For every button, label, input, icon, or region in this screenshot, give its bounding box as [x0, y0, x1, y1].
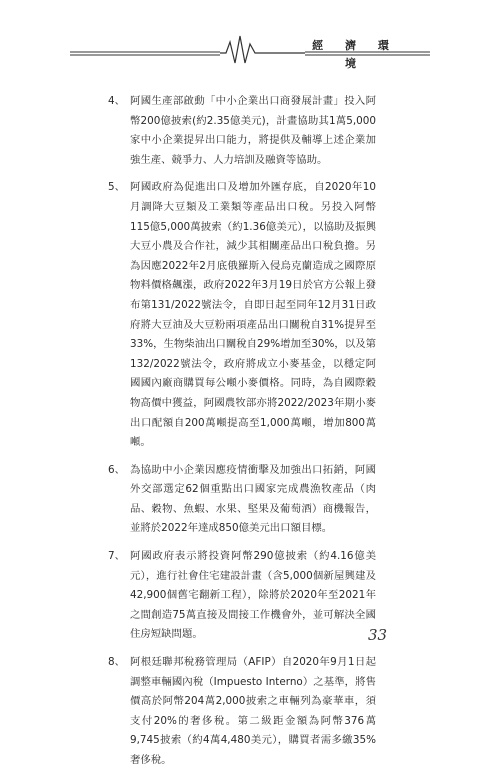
list-item-text: 阿根廷聯邦稅務管理局（AFIP）自2020年9月1日起調整車輛國內稅（Impuesto Interno）之基準，將售價高於阿幣204萬2,000披索之車輛列為豪華車，須支付20%的奢侈稅。第二級距金額為阿幣376萬9,745披索（約4萬4,480美元），購買者需多繳35%奢侈稅。 [130, 656, 376, 766]
list-item-number: 7、 [108, 550, 126, 563]
list-item-number: 5、 [108, 181, 126, 194]
list-item [108, 547, 376, 645]
list-item [108, 92, 376, 170]
article-body [108, 92, 376, 779]
section-title: 經 濟 環 境 [312, 39, 398, 70]
list-item [108, 461, 376, 539]
list-item-number: 6、 [108, 463, 126, 476]
list-item-number: 4、 [108, 95, 126, 107]
list-item-text: 阿國生產部啟動「中小企業出口商發展計畫」投入阿幣200億披索(約2.35億美元)，計畫協助其1萬5,000家中小企業提昇出口能力，將提供及輔導上述企業加強生產、競爭力、人力培訓及融資等協助。 [130, 95, 376, 166]
list-item [108, 653, 376, 771]
list-item-text: 為協助中小企業因應疫情衝擊及加強出口拓銷，阿國外交部選定62個重點出口國家完成農漁牧產品（肉品、穀物、魚蝦、水果、堅果及葡萄酒）商機報告，並將於2022年達成850億美元出口額目標。 [130, 463, 376, 535]
list-item-number: 8、 [108, 656, 126, 669]
list-item-text: 阿國政府為促進出口及增加外匯存底，自2020年10月調降大豆類及工業類等產品出口稅。另投入阿幣115億5,000萬披索（約1.36億美元），以協助及振興大豆小農及合作社，減少其相關產品出口稅負擔。另為因應2022年2月底俄羅斯入侵烏克蘭造成之國際原物料價格飆漲，政府2022年3月19日於官方公報上發布第131/2022號法令，自即日起至同年12月31日政府將大豆油及大豆粉兩項產品出口關稅自31%提昇至33%，生物柴油出口關稅自29%增加至30%，以及第132/2022號法令，政府將成立小麥基金，以穩定阿國國內廠商購買每公噸小麥價格。同時，為自國際穀物高價中獲益，阿國農牧部亦將2022/2023年期小麥出口配額自200萬噸提高至1,000萬噸，增加800萬噸。 [130, 181, 376, 449]
list-item [108, 178, 376, 452]
list-item-text: 阿國政府表示將投資阿幣290億披索（約4.16億美元），進行社會住宅建設計畫（含5,000個新屋興建及42,900個舊宅翻新工程），除將於2020年至2021年之間創造75萬直接及間接工作機會外，並可解決全國住房短缺問題。 [130, 550, 376, 641]
page-number: 33 [368, 626, 388, 644]
